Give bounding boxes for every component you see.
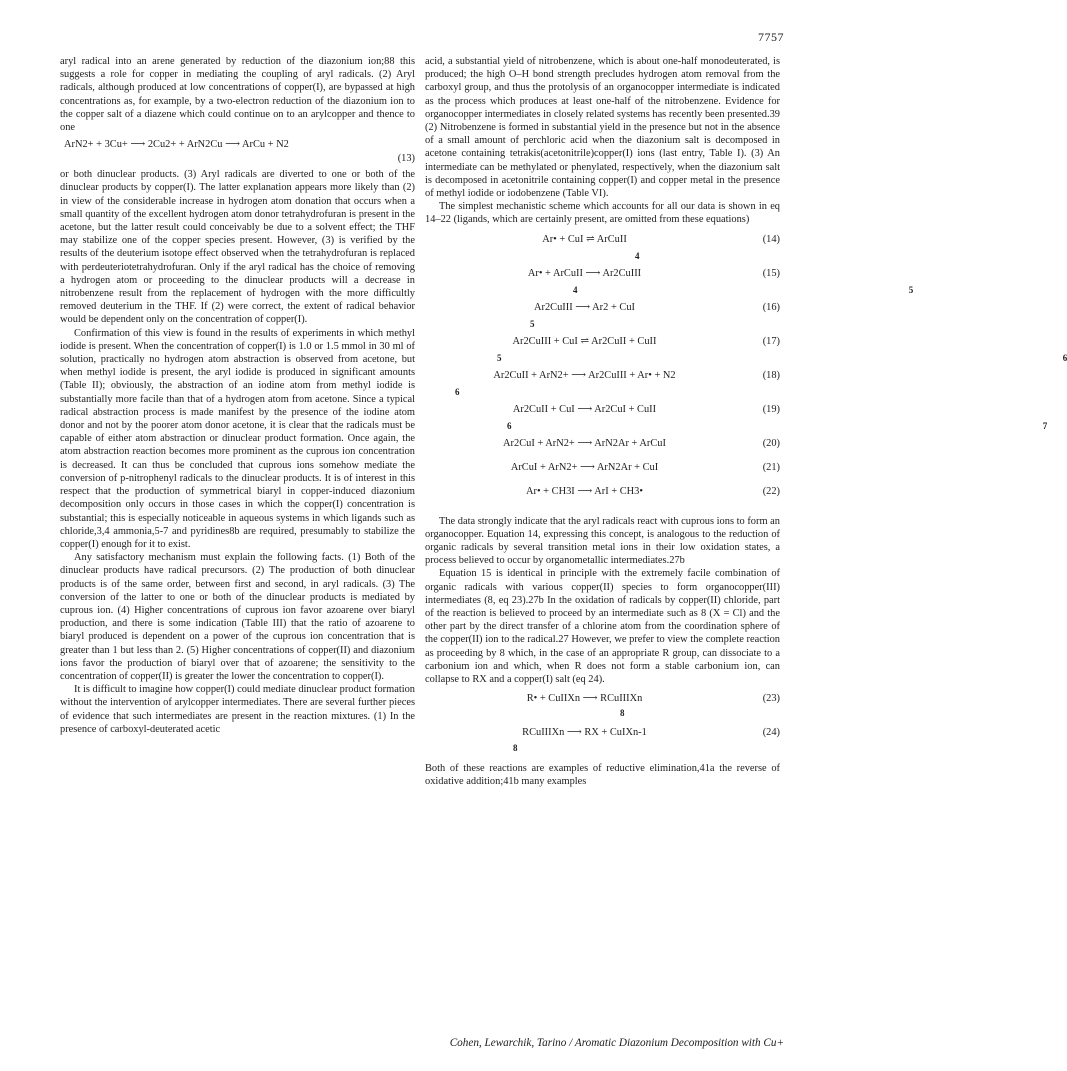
running-footer: Cohen, Lewarchik, Tarino / Aromatic Diazonium Decomposition with Cu+ [449, 1037, 784, 1049]
compound-label: 8 [620, 708, 625, 719]
equation-number: (21) [762, 461, 780, 473]
paragraph: Both of these reactions are examples of reductive elimination,41a the reverse of oxidative addition;41b many examples [425, 763, 780, 788]
equation-24 [425, 726, 780, 756]
equation-text: Ar2CuIII ⟶ Ar2 + CuI [534, 301, 635, 313]
equation-number: (13) [397, 153, 415, 165]
equation-number: (18) [762, 369, 780, 381]
compound-label: 5 [530, 318, 535, 329]
equation-15 [425, 267, 914, 301]
equation-number: (22) [762, 485, 780, 497]
equation-22 [425, 485, 780, 507]
equation-text: ArN2+ + 3Cu+ ⟶ 2Cu2+ + ArN2Cu ⟶ ArCu + N2 [64, 139, 289, 151]
equation-number: (14) [762, 233, 780, 245]
compound-label: 4 5 [573, 284, 914, 295]
equation-text: ArCuI + ArN2+ ⟶ ArN2Ar + CuI [510, 461, 659, 473]
equation-text: Ar2CuII + CuI ⟶ Ar2CuI + CuII [512, 403, 657, 415]
equation-19 [425, 403, 1048, 437]
equation-16 [425, 301, 780, 335]
left-column [60, 55, 415, 736]
equation-text: Ar• + CuI ⇌ ArCuII [542, 233, 627, 245]
equation-21 [425, 461, 780, 485]
paragraph: The data strongly indicate that the aryl radicals react with cuprous ions to form an organocopper. Equation 14, expressing this concept, is analogous to the reduction of organic radicals by several transition metal ions in their low oxidation states, a process believed to occur by organometallic intermediates.27b [425, 515, 780, 567]
equation-13 [60, 138, 415, 164]
equation-20 [425, 437, 780, 461]
equation-text: Ar• + ArCuII ⟶ Ar2CuIII [527, 267, 642, 279]
paragraph: Confirmation of this view is found in the results of experiments in which methyl iodide is present. When the concentration of copper(I) is 1.0 or 1.5 mmol in 30 ml of solution, practically no hydrogen atom abstraction is observed from acetone, but when methyl iodide is present, the aryl iodide is produced in significant amounts (Table II); obviously, the abstraction of an iodine atom from methyl iodide is substantially more facile than that of a hydrogen atom from acetone. Since a typical radical abstraction process is made manifest by the presence of the iodine atom donor and not by the poorer atom donor acetone, it is clear that the radicals must be capable of either atom abstraction or dinuclear product formation. Once again, the atom abstraction reaction becomes more prominent as the cuprous ion concentration is decreased. It can thus be concluded that cuprous ions somehow mediate the conversion of p-nitrophenyl radicals to the dinuclear products. It is of interest in this respect that the production of symmetrical biaryl in copper-induced diazonium decomposition only occurs in those cases in which the copper(I) concentration is substantial; this is especially noticeable in aqueous systems in which ligands such as chloride,3,4 ammonia,5-7 and pyridines8b are required, presumably to stabilize the copper(I) enough for it to exist. [60, 327, 415, 550]
compound-label: 5 6 [497, 352, 1067, 363]
right-column [425, 55, 1067, 789]
equation-block [425, 233, 1067, 507]
paragraph: aryl radical into an arene generated by reduction of the diazonium ion;88 this suggests a role for copper in mediating the coupling of aryl radicals. (2) Aryl radicals, although produced at low concentrations of copper(I), are bypassed at high concentrations as, for example, by a two-electron reduction of the diazonium ion to the copper salt of a diazene which could continue on to an arylcopper and thence to one [60, 56, 415, 134]
equation-text: RCuIIIXn ⟶ RX + CuIXn-1 [522, 727, 647, 739]
compound-label: 4 [635, 250, 640, 261]
equation-number: (24) [762, 727, 780, 739]
equation-number: (23) [762, 693, 780, 705]
paragraph: acid, a substantial yield of nitrobenzene, which is about one-half monodeuterated, is produced; the high O–H bond strength precludes hydrogen atom removal from the carboxyl group, and thus the protolysis of an organocopper intermediate is indicated as the process which produces at least one-half of the nitrobenzene. Evidence for organocopper intermediates in closely related systems has recently been presented.39 (2) Nitrobenzene is formed in substantial yield in the presence but not in the absence of a small amount of perchloric acid when the diazonium salt is decomposed in acetone containing tetrakis(acetonitrile)copper(I) ions (last entry, Table I). (3) An intermediate can be methylated or phenylated, respectively, when the diazonium salt is decomposed in acetonitrile containing copper(I) and copper metal in the presence of methyl iodide or iodobenzene (Table VI). [425, 56, 780, 200]
equation-number: (16) [762, 301, 780, 313]
paragraph: Equation 15 is identical in principle with the extremely facile combination of organic radicals with various copper(II) species to form organocopper(III) intermediates (8, eq 23).27b In the oxidation of radicals by copper(II) chloride, part of the reaction is believed to proceed by an intermediate such as 8 (X = Cl) and the other part by the direct transfer of a chlorine atom from the coordination sphere of the copper(II) ion to the radical.27 However, we prefer to view the complete reaction as proceeding by 8 which, in the case of an appropriate R group, can dissociate to a carbonium ion and which, when R does not form a stable carbonium ion, can collapse to RX and a copper(I) salt (eq 24). [425, 568, 780, 686]
equation-text: R• + CuIIXn ⟶ RCuIIIXn [526, 693, 643, 705]
equation-17 [425, 335, 1067, 369]
page-number: 7757 [758, 30, 784, 44]
equation-text: Ar2CuII + ArN2+ ⟶ Ar2CuIII + Ar• + N2 [493, 369, 676, 381]
equation-text: Ar2CuIII + CuI ⇌ Ar2CuII + CuII [512, 335, 657, 347]
equation-number: (15) [762, 267, 780, 279]
equation-23 [425, 692, 780, 720]
compound-label: 8 [513, 743, 518, 754]
equation-number: (19) [762, 403, 780, 415]
paragraph: Any satisfactory mechanism must explain the following facts. (1) Both of the dinuclear products have radical precursors. (2) The production of both dinuclear products is of the same order, between first and second, in aryl radicals. (3) The conversion of the latter to one or both of the dinuclear products is mediated by cuprous ion. (4) Higher concentrations of cuprous ion favor azoarene over biaryl production, and there is some indication (Table III) that the ratio of azoarene to biaryl produced is dependent on a power of the cuprous ion concentration that is greater than 1 but less than 2. (5) Higher concentrations of copper(II) and diazonium ions favor the production of biaryl over that of azoarene; the sensitivity to the concentration of copper(II) is greater the lower the concentration to copper(I). [60, 552, 415, 682]
equation-text: Ar• + CH3I ⟶ ArI + CH3• [525, 485, 643, 497]
equation-14 [425, 233, 780, 267]
equation-number: (20) [762, 437, 780, 449]
paragraph: The simplest mechanistic scheme which accounts for all our data is shown in eq 14–22 (ligands, which are certainly present, are omitted from these equations) [425, 201, 780, 226]
paragraph: or both dinuclear products. (3) Aryl radicals are diverted to one or both of the dinuclear products by copper(I). The latter explanation appears more likely than (2) in view of the considerable increase in hydrogen atom donation that occurs when a small quantity of the excellent hydrogen atom donor tetrahydrofuran is present in the acetone, but the latter result could conceivably be due to a solvent effect; the THF may stabilize one of the copper species present. However, (3) is verified by the results of the deuterium isotope effect observed when the tetrahydrofuran is replaced with perdeuteriotetrahydrofuran. Only if the aryl radical has the choice of removing a hydrogen atom or proceeding to the dinuclear products will a decrease in nitrobenzene result from the replacement of hydrogen with the more difficultly removed deuterium in the THF. If (2) were correct, the extent of radical behavior would be dependent only on the concentration of copper(I). [60, 169, 415, 326]
compound-label: 6 [455, 386, 460, 397]
paragraph: It is difficult to imagine how copper(I) could mediate dinuclear product formation without the intervention of arylcopper intermediates. There are several further pieces of evidence that such intermediates are present in the reaction mixtures. (1) In the presence of carboxyl-deuterated acetic [60, 684, 415, 735]
equation-text: Ar2CuI + ArN2+ ⟶ ArN2Ar + ArCuI [503, 437, 666, 449]
equation-number: (17) [762, 335, 780, 347]
equation-18 [425, 369, 780, 403]
compound-label: 6 7 [507, 420, 1048, 431]
